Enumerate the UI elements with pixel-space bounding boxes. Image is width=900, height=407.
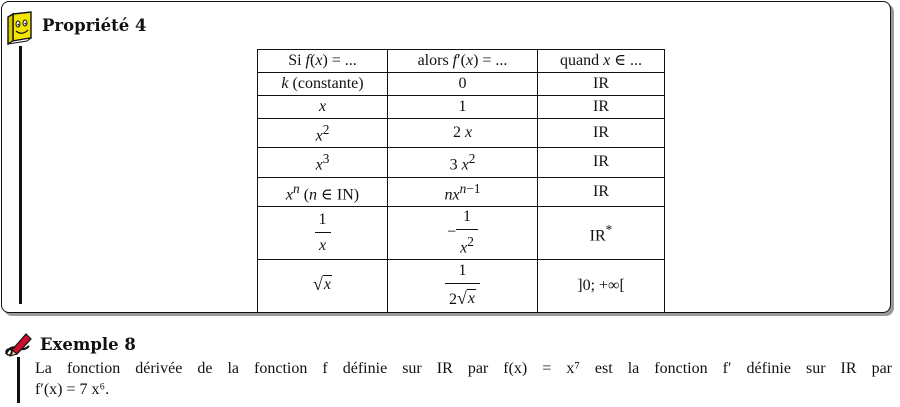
header-domain: quand x ∈ ...: [538, 50, 665, 73]
cell-f: [258, 259, 388, 312]
propriete-box: [1, 1, 891, 313]
cell-domain: IR: [538, 119, 665, 148]
cell-domain: IR: [538, 177, 665, 206]
cell-domain: IR*: [538, 206, 665, 259]
cell-f: $x^3$: [258, 148, 388, 177]
fraction: 1 2 √ x: [445, 261, 480, 310]
cell-fprime: 1: [388, 96, 538, 119]
table-row: [258, 259, 665, 312]
header-fprime: alors f′(x) = ...: [388, 50, 538, 73]
exemple-title: Exemple 8: [40, 335, 136, 354]
table-header-row: [258, 50, 665, 73]
table-row: [258, 73, 665, 96]
header-f: Si f(x) = ...: [258, 50, 388, 73]
cell-domain: ]0; +∞[: [538, 259, 665, 312]
cell-fprime: [388, 259, 538, 312]
cell-domain: IR: [538, 148, 665, 177]
table-row: [258, 119, 665, 148]
cell-f: $x^2$: [258, 119, 388, 148]
cell-fprime: $nx^{n-1}$: [388, 177, 538, 206]
cell-fprime: 3 $x^2$: [388, 148, 538, 177]
table-row: [258, 206, 665, 259]
table-row: [258, 148, 665, 177]
cell-domain: IR: [538, 73, 665, 96]
cell-fprime: 0: [388, 73, 538, 96]
fraction: $\frac{1}{x}$: [315, 210, 331, 256]
exemple-text: [35, 358, 892, 400]
table-row: [258, 96, 665, 119]
pencil-icon: [4, 330, 32, 358]
table-row: [258, 177, 665, 206]
book-icon: [5, 10, 35, 46]
cell-fprime: 2 x: [388, 119, 538, 148]
exemple-rule: [17, 357, 20, 403]
cell-fprime: − $\frac{1}{x^2}$: [388, 206, 538, 259]
propriete-title: Propriété 4: [42, 16, 147, 35]
exemple-text-line2: f′(x) = 7 x⁶.: [35, 381, 110, 398]
propriete-rule: [19, 46, 22, 304]
cell-domain: IR: [538, 96, 665, 119]
cell-f: k (constante): [258, 73, 388, 96]
fraction: $\frac{1}{x^2}$: [456, 207, 478, 258]
sqrt: √ x: [313, 273, 331, 294]
cell-f: [258, 206, 388, 259]
derivatives-table: [257, 49, 665, 313]
cell-f: $x^n$ (n ∈ IN): [258, 177, 388, 206]
cell-f: x: [258, 96, 388, 119]
exemple-text-line1: La fonction dérivée de la fonction f définie sur IR par f(x) = x⁷ est la fonction f′ définie sur IR par: [35, 360, 892, 377]
